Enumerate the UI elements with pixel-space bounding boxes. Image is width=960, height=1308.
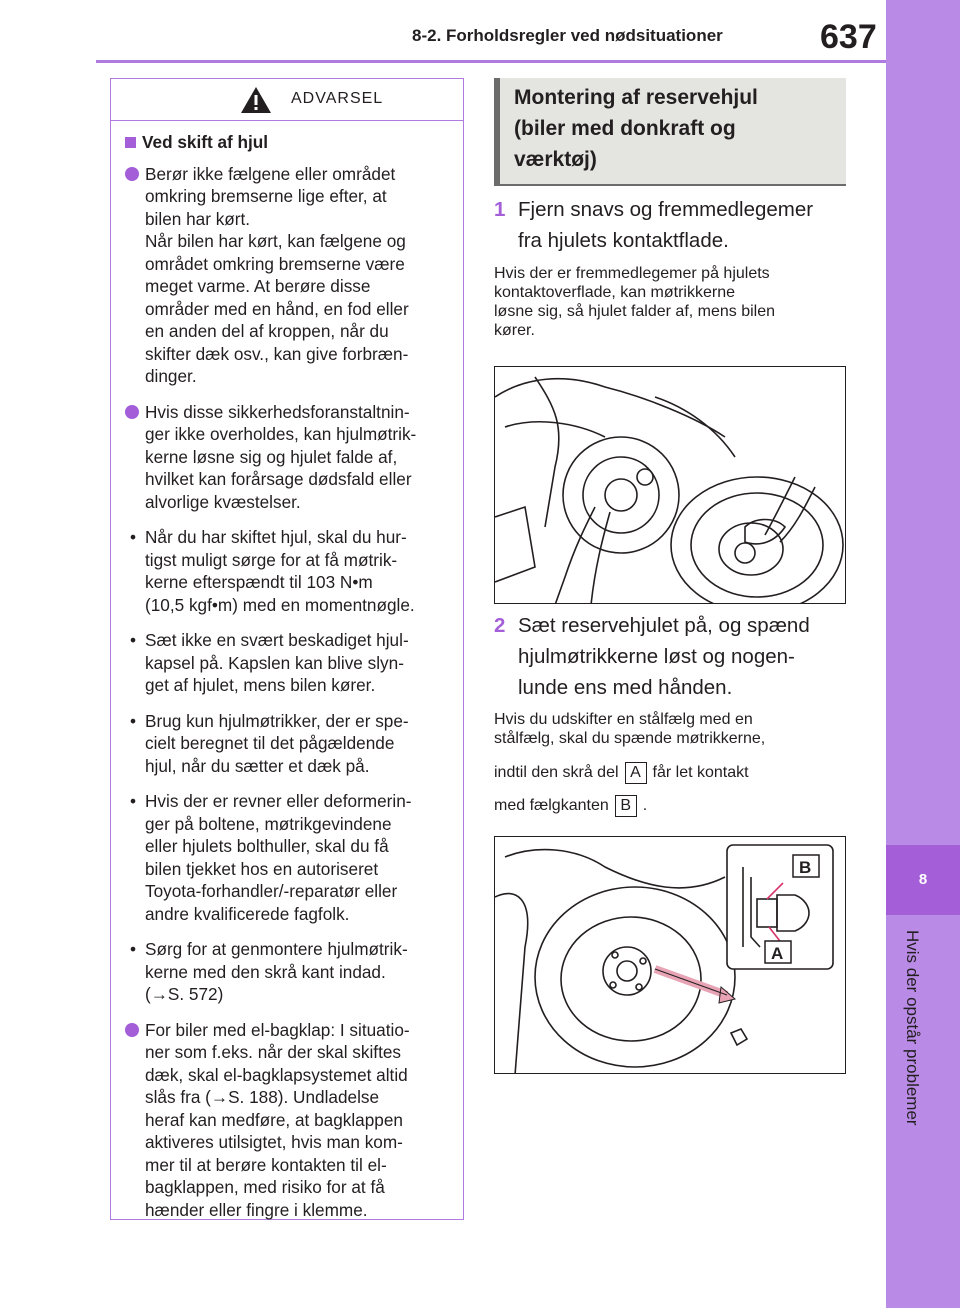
chapter-side-tab <box>886 0 960 1308</box>
circle-bullet-icon <box>125 167 139 181</box>
label-b-text: B <box>799 858 812 877</box>
warning-item: • Når du har skiftet hjul, skal du hur- tigst muligt sørge for at få møtrik- kerne efterspændt til 103 N•m (10,5 kgf•m) med en momentnøgle. <box>129 527 415 615</box>
step-2-note: Hvis du udskifter en stålfælg med en stålfælg, skal du spænde møtrikkerne, <box>494 711 766 747</box>
warning-item: • Hvis der er revner eller deformerin- ger på boltene, møtrikgevindene eller hjulets bolthuller, skal du få bilen tjekket hos en autoriseret Toyota-forhandler/-reparatør eller andre kvalificerede fagfolk. <box>129 791 412 924</box>
warning-item: • Brug kun hjulmøtrikker, der er spe- cielt beregnet til det pågældende hjul, når du sætter et dæk på. <box>129 710 409 776</box>
warning-item: Hvis disse sikkerhedsforanstaltnin- ger ikke overholdes, kan hjulmøtrik- kerne løsne sig og hjulet falde af, hvilket kan forårsage dødsfald eller alvorlige kvæstelser. <box>121 401 453 514</box>
warning-subheading: Ved skift af hjul <box>121 131 453 154</box>
figure-clean-wheel-contact <box>494 366 846 604</box>
section-heading-box <box>494 78 846 186</box>
warning-header <box>111 79 463 121</box>
label-b-badge: B <box>615 795 637 817</box>
warning-triangle-icon <box>239 85 273 115</box>
warning-item: • Sørg for at genmontere hjulmøtrik- kerne med den skrå kant indad. (→S. 572) <box>129 939 408 1004</box>
warning-item: Berør ikke fælgene eller området omkring bremserne lige efter, at bilen har kørt. Når bilen har kørt, kan fælgene og området omkring bremserne være meget varme. At berøre disse områder med en hånd, en fod eller en anden del af kroppen, når du skifter dæk osv., kan give forbræn- dinger. <box>121 163 453 388</box>
chapter-number: 8 <box>886 845 960 915</box>
header-divider <box>96 60 886 63</box>
step-2: 2 Sæt reservehjulet på, og spænd hjulmøtrikkerne løst og nogen- lunde ens med hånden. <box>494 614 810 699</box>
label-a-badge: A <box>625 762 647 784</box>
warning-title: ADVARSEL <box>291 90 384 107</box>
illustration-cleaning-hub <box>495 367 846 604</box>
page-number: 637 <box>820 18 877 56</box>
label-a-callout <box>765 941 791 963</box>
circle-bullet-icon <box>125 405 139 419</box>
warning-item: • Sæt ikke en svært beskadiget hjul- kapsel på. Kapslen kan blive slyn- get af hjulet, mens bilen kører. <box>129 630 409 695</box>
section-header-title: 8-2. Forholdsregler ved nødsituationer <box>412 26 723 45</box>
circle-bullet-icon <box>125 1023 139 1037</box>
step-1-note: Hvis der er fremmedlegemer på hjulets kontaktoverflade, kan møtrikkerne løsne sig, så hjulet falder af, mens bilen kører. <box>494 265 776 339</box>
chapter-title: Hvis der opstår problemer <box>903 930 922 1126</box>
figure-mount-spare-wheel <box>494 836 846 1074</box>
illustration-wheel-nut <box>495 837 846 1074</box>
step-1: 1 Fjern snavs og fremmedlegemer fra hjulets kontaktflade. <box>494 198 814 252</box>
section-heading: Montering af reservehjul (biler med donkraft og værktøj) <box>514 86 758 171</box>
warning-item: For biler med el-bagklap: I situatio- ner som f.eks. når der skal skiftes dæk, skal el-bagklapsystemet altid slås fra (→S. 188). Undladelse heraf kan medføre, at bagklappen aktiveres utilsigtet, hvis man kom- mer til at berøre kontakten til el- bagklappen, med risiko for at få hænder eller fingre i klemme. <box>121 1019 453 1222</box>
square-bullet-icon <box>125 137 136 148</box>
label-b-callout <box>793 855 819 877</box>
step-2-note-line3: med fælgkanten B . <box>494 795 647 817</box>
step-2-note-line2: indtil den skrå del A får let kontakt <box>494 762 749 784</box>
warning-box <box>110 78 464 1220</box>
label-a-text: A <box>771 944 784 963</box>
